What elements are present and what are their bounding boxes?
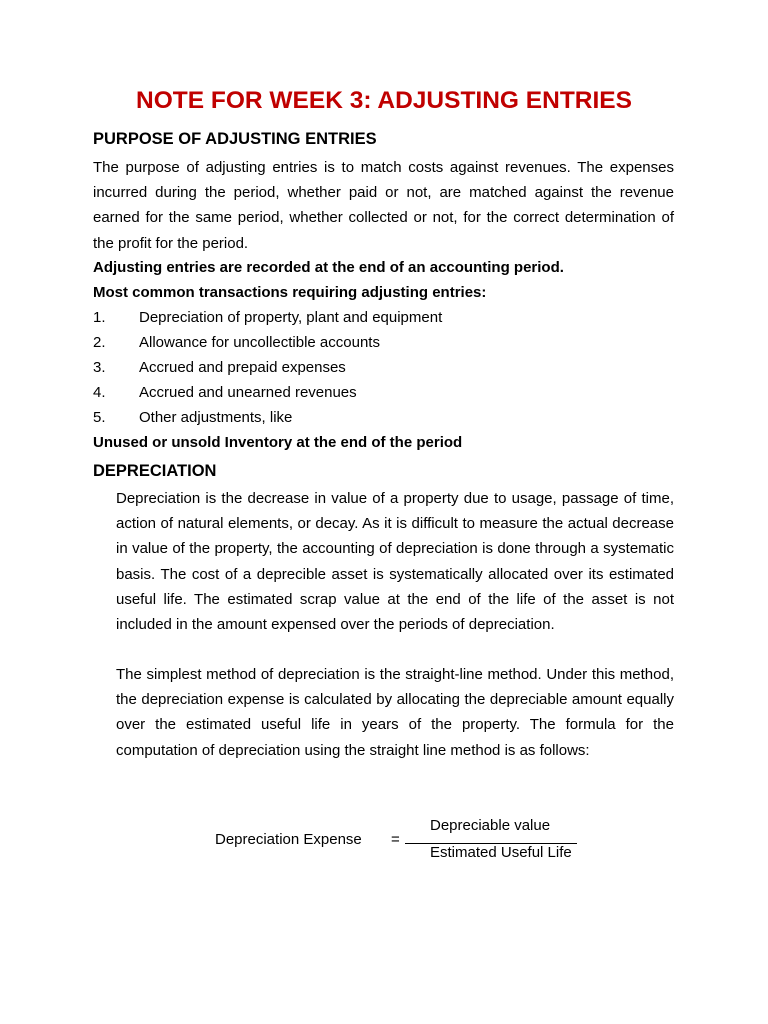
depreciation-heading: DEPRECIATION (93, 462, 217, 480)
list-item (93, 408, 292, 428)
list-item (93, 308, 442, 328)
list-item-number: 5. (93, 409, 106, 426)
list-item-text: Allowance for uncollectible accounts (139, 334, 380, 351)
depreciation-paragraph-1: Depreciation is the decrease in value of a property due to usage, passage of time, action of natural elements, or decay. As it is difficult to measure the actual decrease in value of the property, the accounting of depreciation is done through a systematic basis. The cost of a deprecible asset is systematically allocated over its estimated useful life. The estimated scrap value at the end of the life of the asset is not included in the amount expensed over the periods of depreciation. (116, 490, 674, 634)
list-item-text: Depreciation of property, plant and equipment (139, 309, 443, 326)
purpose-heading: PURPOSE OF ADJUSTING ENTRIES (93, 130, 377, 148)
formula-numerator: Depreciable value (430, 817, 551, 834)
document-title: NOTE FOR WEEK 3: ADJUSTING ENTRIES (136, 87, 632, 114)
list-item-number: 1. (93, 309, 106, 326)
list-item-number: 3. (93, 359, 106, 376)
inventory-note: Unused or unsold Inventory at the end of the period (93, 434, 463, 451)
formula-label: Depreciation Expense (215, 831, 362, 848)
list-item-number: 2. (93, 334, 106, 351)
list-item-text: Accrued and unearned revenues (139, 384, 357, 401)
list-item-text: Other adjustments, like (139, 409, 293, 426)
depreciation-paragraph-2: The simplest method of depreciation is the straight-line method. Under this method, the depreciation expense is calculated by allocating the depreciable amount equally over the estimated useful life in years of the property. The formula for the computation of depreciation using the straight line method is as follows: (116, 666, 674, 759)
list-item (93, 358, 346, 378)
list-item (93, 333, 380, 353)
common-transactions-heading: Most common transactions requiring adjusting entries: (93, 284, 487, 301)
list-item-text: Accrued and prepaid expenses (139, 359, 346, 376)
formula-denominator: Estimated Useful Life (430, 844, 572, 861)
formula-equals-sign: = (391, 831, 400, 848)
purpose-paragraph: The purpose of adjusting entries is to match costs against revenues. The expenses incurred during the period, whether paid or not, are matched against the revenue earned for the same period, whether collected or not, for the correct determination of the profit for the period. (93, 159, 674, 252)
list-item (93, 383, 357, 403)
list-item-number: 4. (93, 384, 106, 401)
adjusting-entries-statement: Adjusting entries are recorded at the end of an accounting period. (93, 259, 564, 276)
